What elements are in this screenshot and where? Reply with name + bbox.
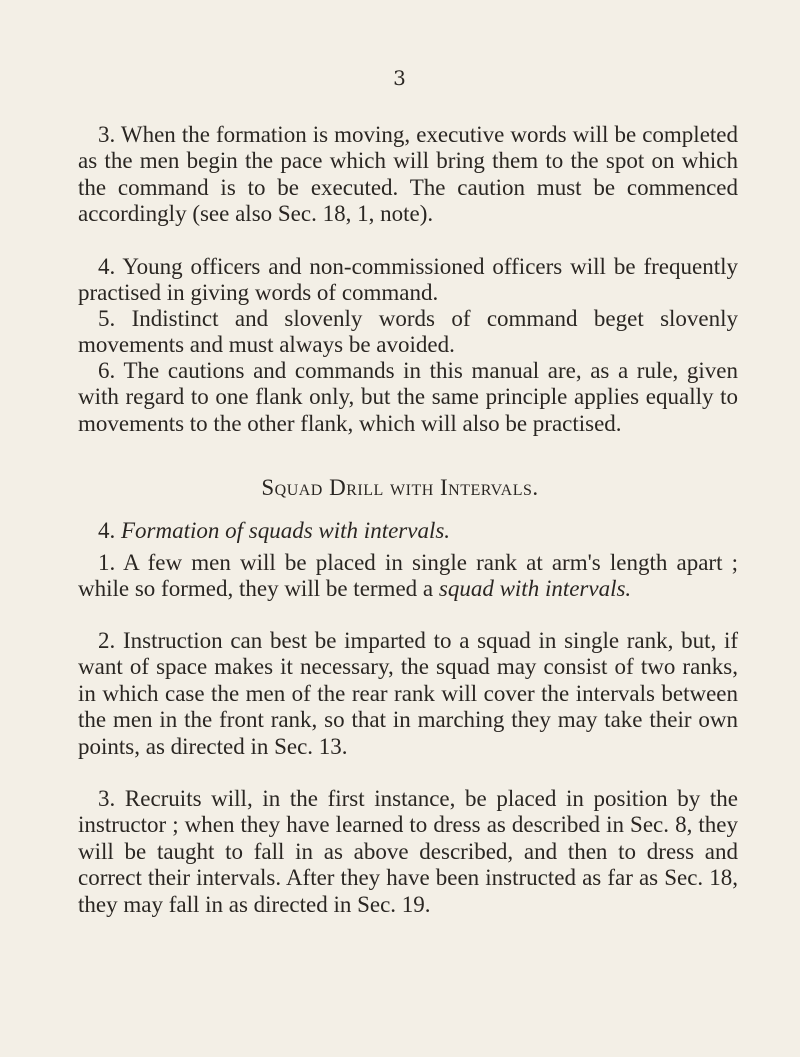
paragraph-4 [78,254,738,307]
paragraph-number: 6. [98,358,116,383]
paragraph-text: Instruction can best be imparted to a squad in single rank, but, if want of space makes it necessary, the squad may consist of two ranks, in which case the men of the rear rank will cover the intervals between the men in the front rank, so that in marching they may take their own points, as directed in Sec. 13. [78,628,738,759]
paragraph-6 [78,358,738,437]
paragraph-3b [78,786,738,918]
paragraph-3 [78,122,738,228]
paragraph-5 [78,306,738,359]
paragraph-text: Young officers and non-commissioned officers will be frequently practised in giving words of command. [78,254,738,306]
paragraph-number: 3. [98,122,116,147]
paragraph-text: Recruits will, in the first instance, be placed in position by the instructor ; when they have learned to dress as described in Sec. 8, they will be taught to fall in as above described, and then to dress and correct their intervals. After they have been instructed as far as Sec. 18, they may fall in as directed in Sec. 19. [78,786,738,917]
paragraph-text: Indistinct and slovenly words of command beget slovenly movements and must always be avoided. [78,306,739,358]
subheading-text: Formation of squads with intervals. [121,518,451,543]
paragraph-text: When the formation is moving, executive words will be completed as the men begin the pace which will bring them to the spot on which the command is to be executed. The caution must be commenced accordingly (see also Sec. 18, 1, note). [78,122,739,227]
paragraph-number: 1. [98,550,116,575]
paragraph-text: The cautions and commands in this manual are, as a rule, given with regard to one flank only, but the same principle applies equally to movements to the other flank, which will also be practised. [78,358,738,436]
subheading-number: 4. [98,518,116,543]
section-subheading [98,518,450,544]
paragraph-number: 3. [98,786,116,811]
paragraph-text: A few men will be placed in single rank at arm's length apart ; while so formed, they will be termed a [78,550,738,602]
paragraph-number: 5. [98,306,116,331]
paragraph-italic-term: squad with intervals. [438,576,632,602]
paragraph-2 [78,628,738,760]
paragraph-1 [78,550,738,603]
page-number: 3 [393,66,407,90]
section-heading: Squad Drill with Intervals. [261,475,539,500]
paragraph-number: 2. [98,628,116,653]
paragraph-number: 4. [98,254,116,279]
